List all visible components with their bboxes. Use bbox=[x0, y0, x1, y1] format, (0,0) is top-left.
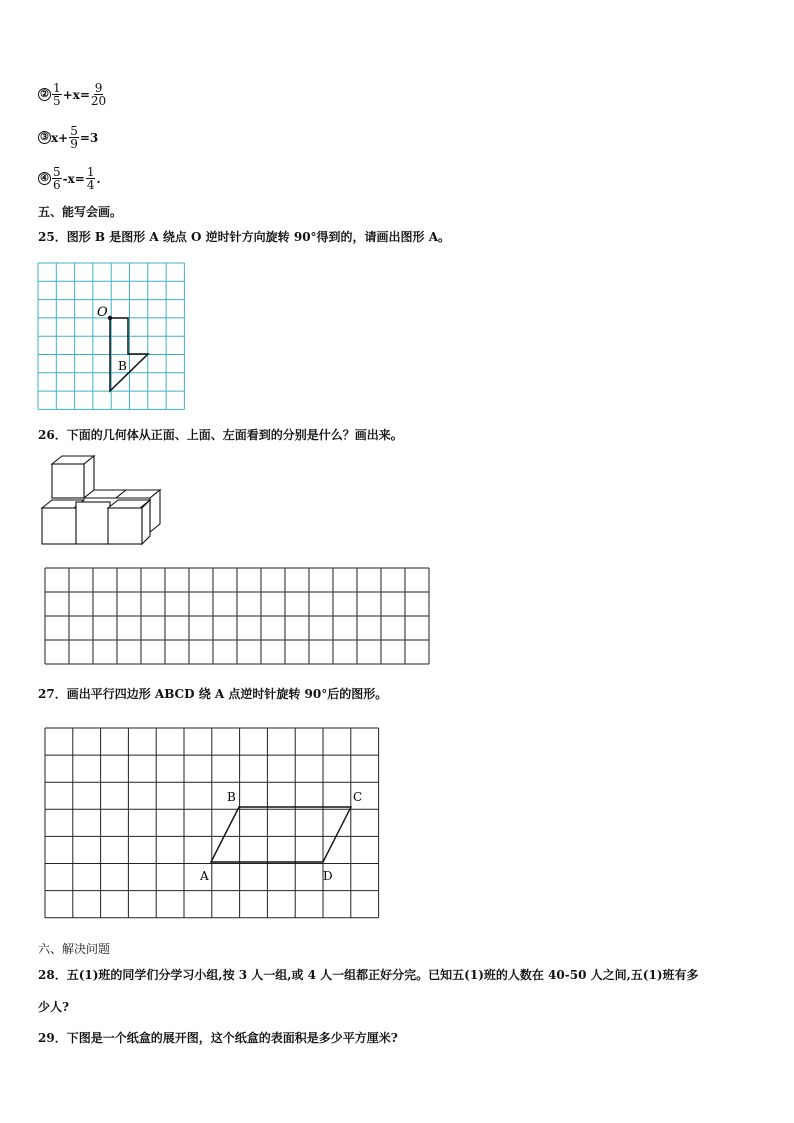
equation-prefix: x+ bbox=[51, 130, 69, 145]
question-26-text: 26．下面的几何体从正面、上面、左面看到的分别是什么？画出来。 bbox=[38, 428, 403, 442]
equation-2 bbox=[38, 82, 107, 107]
section-5-title: 五、能写会画。 bbox=[38, 205, 123, 219]
fraction: $\frac{1}{4}$ bbox=[86, 165, 95, 192]
fraction: $\frac{1}{5}$ bbox=[53, 81, 61, 108]
question-26-answer-grid bbox=[44, 567, 432, 667]
question-25-text: 25．图形 B 是图形 A 绕点 O 逆时针方向旋转 90°得到的，请画出图形 A。 bbox=[38, 230, 451, 244]
parallelogram-grid bbox=[45, 728, 379, 918]
cube-solid-figure bbox=[38, 452, 166, 548]
cube-front-face bbox=[76, 502, 110, 544]
fraction: $\frac{5}{9}$ bbox=[70, 124, 78, 151]
cube-front-face bbox=[108, 508, 142, 544]
vertex-a-label: A bbox=[200, 869, 209, 883]
point-o-dot bbox=[108, 316, 112, 320]
section-6-title: 六、解决问题 bbox=[38, 942, 111, 956]
fraction: $\frac{5}{6}$ bbox=[53, 165, 61, 192]
rotation-grid bbox=[38, 263, 184, 409]
question-27-text: 27．画出平行四边形 ABCD 绕 A 点逆时针旋转 90°后的图形。 bbox=[38, 687, 388, 701]
cube-side-face bbox=[142, 500, 150, 544]
equation-operator: +x= bbox=[62, 87, 90, 102]
vertex-d-label: D bbox=[323, 869, 333, 883]
vertex-b-label: B bbox=[227, 790, 236, 804]
shape-b-label: B bbox=[118, 359, 127, 373]
vertex-c-label: C bbox=[353, 790, 363, 804]
answer-grid-lines bbox=[45, 568, 429, 664]
question-28-line-2: 少人? bbox=[38, 1000, 70, 1014]
question-27-grid-figure bbox=[44, 726, 384, 920]
equation-4 bbox=[38, 166, 101, 191]
cubes bbox=[42, 456, 160, 544]
equation-marker: ② bbox=[38, 88, 51, 101]
equation-3 bbox=[38, 125, 98, 150]
equation-suffix: . bbox=[96, 171, 101, 186]
question-29-text: 29．下图是一个纸盒的展开图，这个纸盒的表面积是多少平方厘米? bbox=[38, 1031, 398, 1045]
cube-front-face bbox=[42, 508, 76, 544]
equation-operator: =3 bbox=[79, 130, 99, 145]
equation-marker: ③ bbox=[38, 131, 51, 144]
parallelogram-abcd bbox=[211, 807, 351, 862]
question-25-grid-figure bbox=[37, 261, 188, 411]
point-o-label: O bbox=[97, 305, 108, 320]
equation-marker: ④ bbox=[38, 172, 51, 185]
question-28-line-1: 28．五(1)班的同学们分学习小组,按 3 人一组,或 4 人一组都正好分完。已知五(1)班的人数在 40-50 人之间,五(1)班有多 bbox=[38, 968, 699, 982]
fraction: $\frac{9}{20}$ bbox=[90, 81, 107, 108]
cube-side-face bbox=[150, 490, 160, 532]
cube-front-face bbox=[52, 464, 84, 498]
equation-operator: -x= bbox=[62, 171, 85, 186]
